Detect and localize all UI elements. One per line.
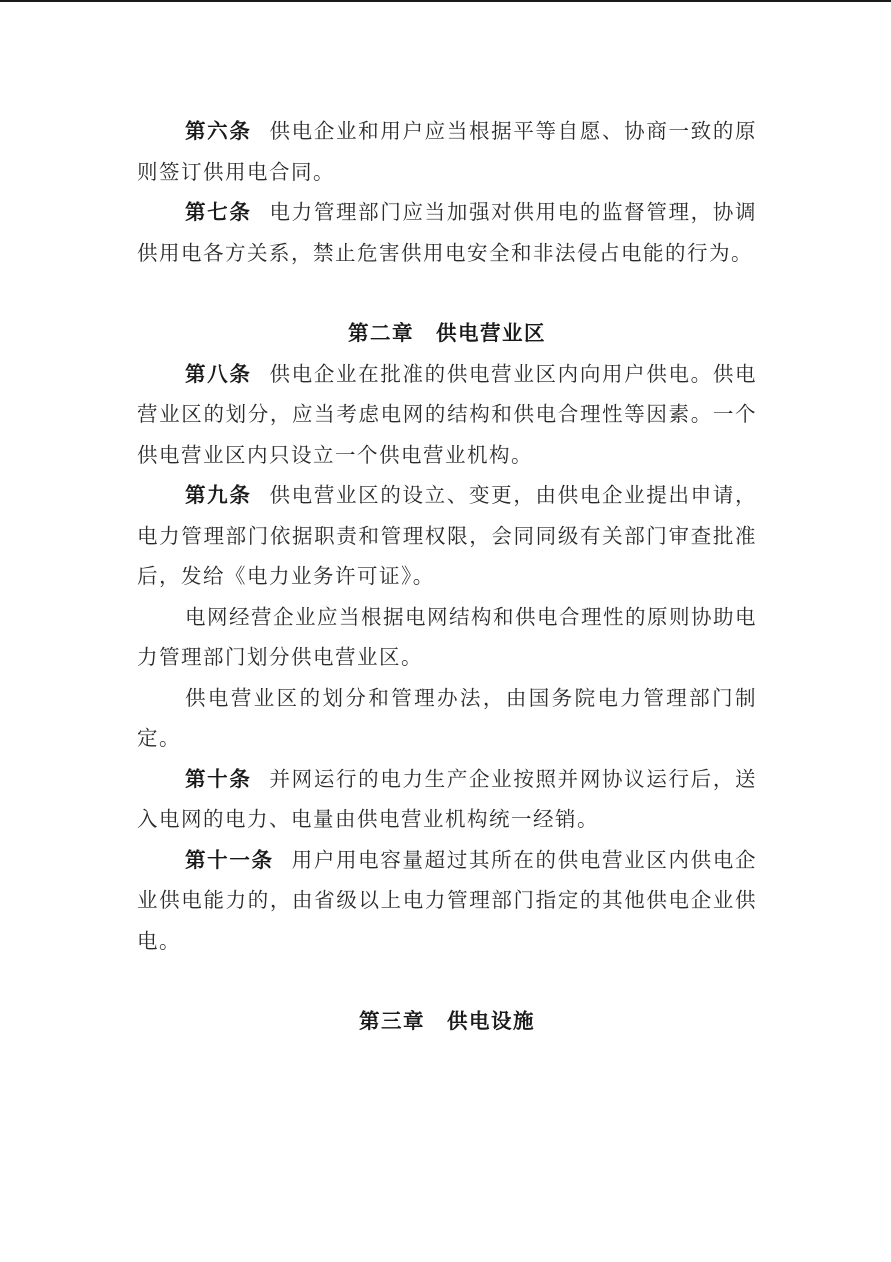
article-8 xyxy=(137,354,757,476)
article-11-label: 第十一条 xyxy=(185,847,274,872)
article-10-text: 并网运行的电力生产企业按照并网协议运行后，送入电网的电力、电量由供电营业机构统一经销。 xyxy=(137,766,757,831)
article-6 xyxy=(137,111,757,192)
article-8-label: 第八条 xyxy=(185,361,252,386)
article-10-label: 第十条 xyxy=(185,766,252,791)
article-9 xyxy=(137,475,757,597)
article-7-label: 第七条 xyxy=(185,200,252,224)
article-6-label: 第六条 xyxy=(185,119,252,143)
article-9-text: 供电营业区的设立、变更，由供电企业提出申请，电力管理部门依据职责和管理权限，会同同级有关部门审查批准后，发给《电力业务许可证》。 xyxy=(137,483,757,588)
top-border xyxy=(0,0,892,2)
article-10 xyxy=(137,759,757,840)
article-11 xyxy=(137,840,757,962)
spacer xyxy=(137,273,757,313)
article-9-label: 第九条 xyxy=(185,483,252,507)
article-9-paragraph-3: 供电营业区的划分和管理办法，由国务院电力管理部门制定。 xyxy=(137,685,757,750)
spacer xyxy=(137,961,757,1001)
article-11-text: 用户用电容量超过其所在的供电营业区内供电企业供电能力的，由省级以上电力管理部门指定的其他供电企业供电。 xyxy=(137,847,758,953)
article-7-text: 电力管理部门应当加强对供用电的监督管理，协调供用电各方关系，禁止危害供用电安全和非法侵占电能的行为。 xyxy=(137,200,757,265)
article-8-text: 供电企业在批准的供电营业区内向用户供电。供电营业区的划分，应当考虑电网的结构和供电合理性等因素。一个供电营业区内只设立一个供电营业机构。 xyxy=(137,361,757,467)
article-7 xyxy=(137,192,757,273)
chapter-2-title: 第二章 供电营业区 xyxy=(348,321,546,345)
article-6-text: 供电企业和用户应当根据平等自愿、协商一致的原则签订供用电合同。 xyxy=(137,119,757,184)
document-page xyxy=(137,111,757,1042)
article-9-paragraph-2: 电网经营企业应当根据电网结构和供电合理性的原则协助电力管理部门划分供电营业区。 xyxy=(137,604,757,669)
chapter-3-title: 第三章 供电设施 xyxy=(359,1009,535,1033)
